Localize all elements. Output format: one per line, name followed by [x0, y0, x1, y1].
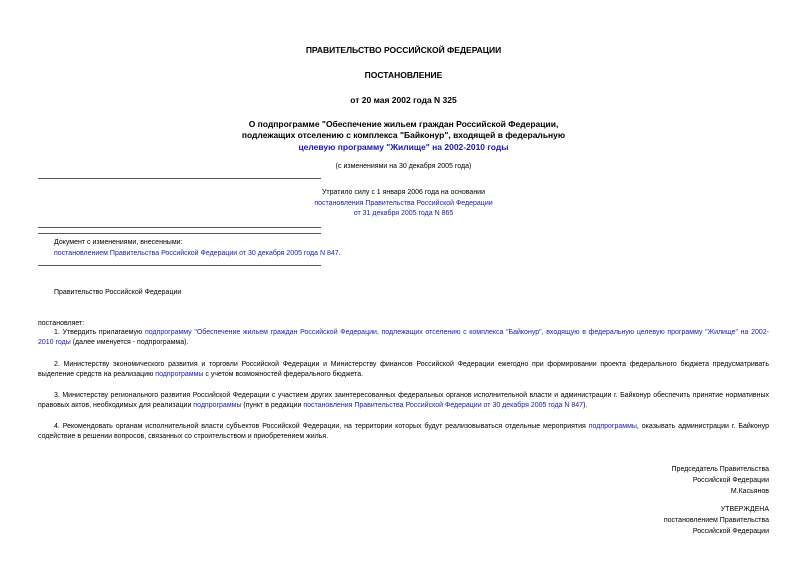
paragraph-3-decree-link[interactable]: постановления Правительства Российской Федерации от 30 декабря 2005 года N 847 — [303, 402, 584, 410]
paragraph-3: 3. Министерству регионального развития Российской Федерации с участием других заинтересованных федеральных органов исполнительной власти и администрации г. Байконур обеспечить принятие нормативных правовых актов, необходимых для реализации подпрограммы (пункт в редакции постановления Правительства Российской Федерации от 30 декабря 2005 года N 847). — [38, 392, 769, 410]
divider — [38, 227, 321, 228]
decree-word: постановляет: — [38, 320, 85, 327]
signature-block — [672, 464, 769, 498]
signature-title: Председатель Правительства — [671, 466, 769, 473]
paragraph-2-program-link[interactable]: подпрограммы — [155, 371, 204, 379]
expired-line: Утратило силу с 1 января 2006 года на основании — [321, 189, 486, 196]
amendments-label: Документ с изменениями, внесенными: — [54, 239, 183, 246]
divider — [38, 265, 321, 266]
changes-note: (с изменениями на 30 декабря 2005 года) — [335, 163, 472, 170]
divider — [38, 178, 321, 179]
expired-notice — [0, 188, 807, 220]
expired-link-date[interactable]: от 31 декабря 2005 года N 865 — [353, 210, 454, 217]
approved-label: УТВЕРЖДЕНА — [720, 506, 769, 513]
doc-type-heading: ПОСТАНОВЛЕНИЕ — [364, 70, 443, 80]
document-title — [0, 119, 807, 153]
divider — [38, 233, 321, 234]
approved-by: постановлением Правительства — [663, 517, 769, 525]
signature-country: Российской Федерации — [692, 477, 769, 485]
approved-country: Российской Федерации — [692, 528, 769, 536]
paragraph-2: 2. Министерству экономического развития и торговли Российской Федерации и Министерству финансов Российской Федерации ежегодно при формировании проекта федерального бюджета предусматривать выделение средств на реализацию подпрограммы с учетом возможностей федерального бюджета. — [38, 361, 769, 379]
approved-block — [664, 504, 769, 538]
paragraph-4: 4. Рекомендовать органам исполнительной власти субъектов Российской Федерации, на территории которых будут реализовываться отдельные мероприятия подпрограммы, оказывать администрации г. Байконур содействие в решении вопросов, связанных со строительством и приобретением жилья. — [38, 423, 769, 441]
title-program-link[interactable]: целевую программу "Жилище" на 2002-2010 годы — [298, 141, 509, 152]
amendments-link[interactable]: постановлением Правительства Российской Федерации от 30 декабря 2005 года N 847 — [54, 250, 339, 258]
title-line-2: подлежащих отселению с комплекса "Байконур", входящей в федеральную — [241, 130, 566, 141]
paragraph-4-program-link[interactable]: подпрограммы — [588, 423, 637, 430]
paragraph-1-program-link[interactable]: подпрограмму "Обеспечение жильем граждан Российской Федерации, подлежащих отселению с комплекса "Байконур", входящую в федеральную целевую программу "Жилище" на 2002-2010 годы — [38, 329, 769, 347]
signature-name: М.Касьянов — [730, 488, 769, 496]
amendments-block — [54, 237, 341, 259]
government-heading: ПРАВИТЕЛЬСТВО РОССИЙСКОЙ ФЕДЕРАЦИИ — [305, 45, 502, 55]
paragraph-3-program-link[interactable]: подпрограммы — [193, 402, 242, 410]
intro-text: Правительство Российской Федерации — [54, 289, 182, 296]
amendments-tail: . — [338, 250, 341, 258]
paragraph-1: 1. Утвердить прилагаемую подпрограмму "Обеспечение жильем граждан Российской Федерации, подлежащих отселению с комплекса "Байконур", входящую в федеральную целевую программу "Жилище" на 2002-2010 годы (далее именуется - подпрограмма). — [38, 329, 769, 347]
expired-link-decree[interactable]: постановления Правительства Российской Федерации — [314, 199, 493, 207]
title-line-1: О подпрограмме "Обеспечение жильем граждан Российской Федерации, — [248, 119, 559, 129]
date-number-heading: от 20 мая 2002 года N 325 — [350, 95, 457, 105]
